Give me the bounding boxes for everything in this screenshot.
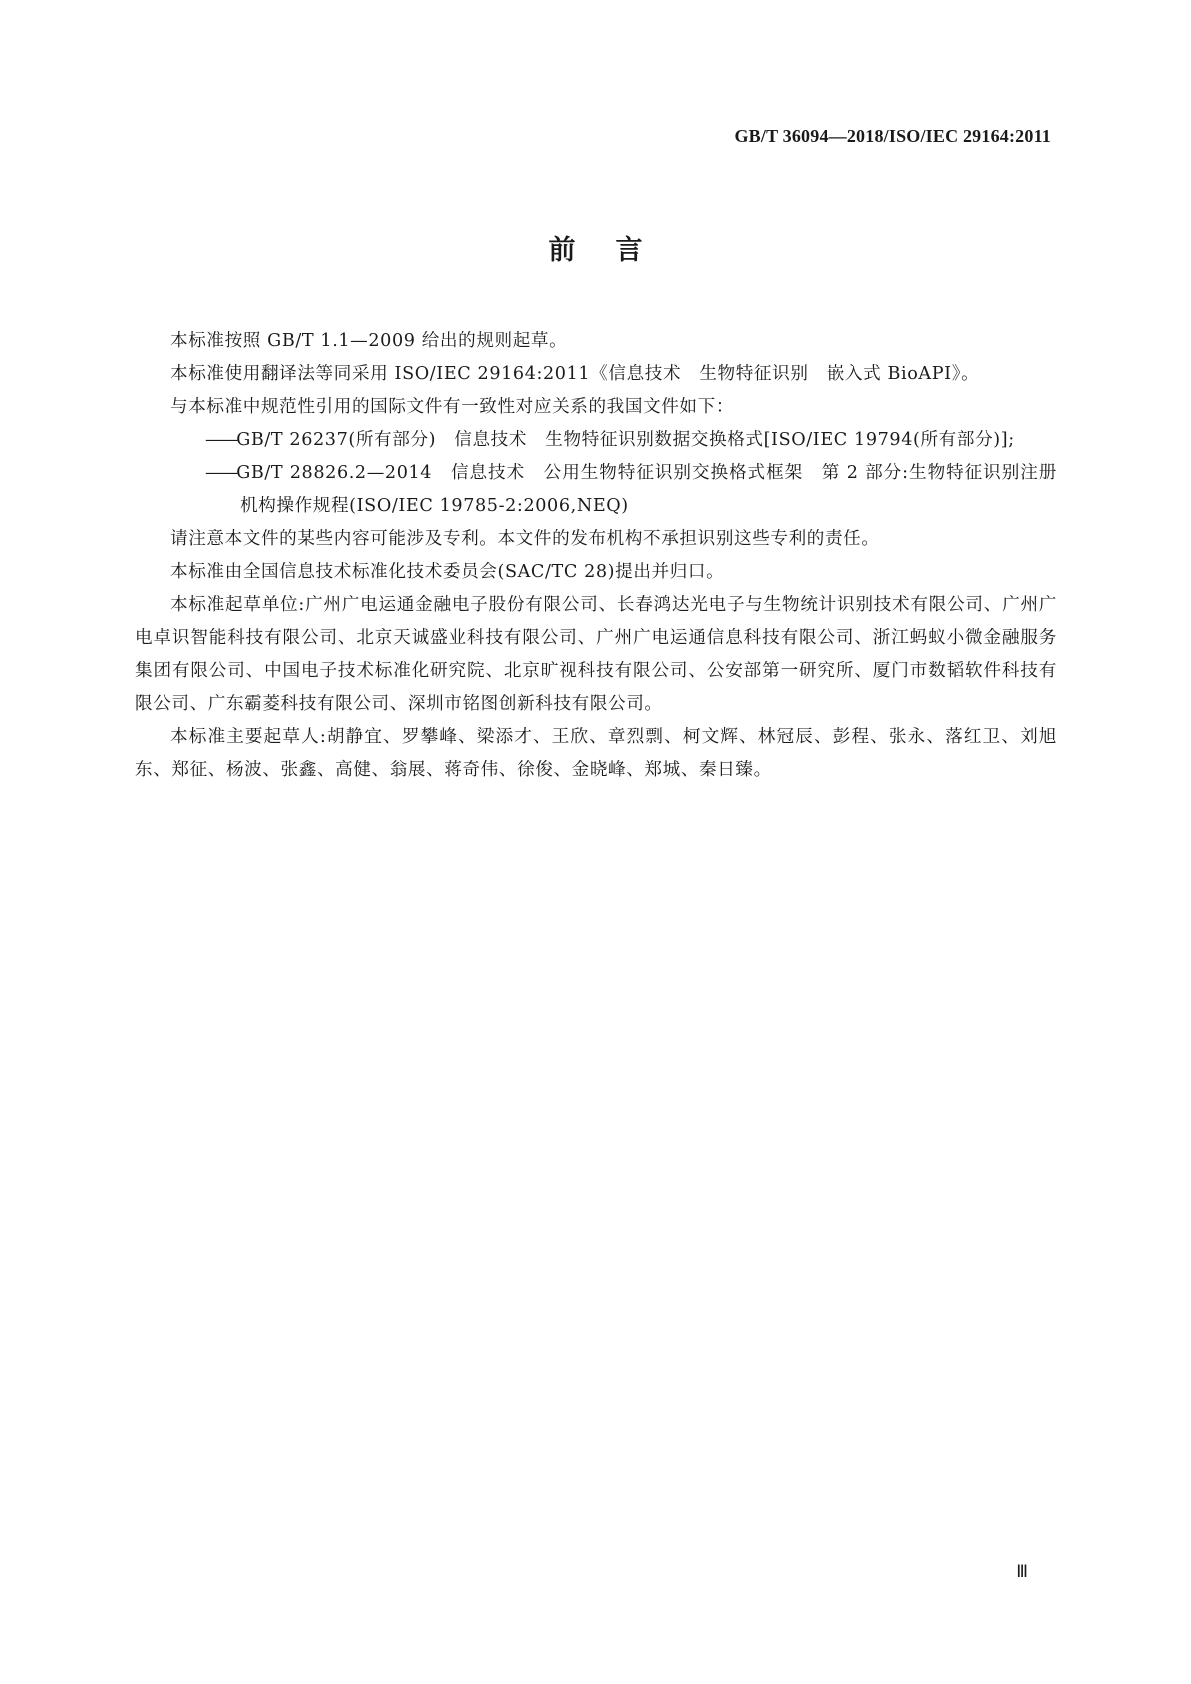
- paragraph-patent-notice: 请注意本文件的某些内容可能涉及专利。本文件的发布机构不承担识别这些专利的责任。: [170, 529, 880, 549]
- reference-item: [170, 457, 1057, 523]
- paragraph-references-intro: 与本标准中规范性引用的国际文件有一致性对应关系的我国文件如下：: [170, 397, 735, 417]
- paragraph-drafting-rules: 本标准按照 GB/T 1.1—2009 给出的规则起草。: [170, 331, 568, 351]
- page-title: 前言: [548, 235, 683, 266]
- reference-dash: ——: [205, 463, 237, 483]
- reference-item: [170, 424, 1057, 457]
- reference-text: GB/T 26237(所有部分) 信息技术 生物特征识别数据交换格式[ISO/IEC 19794(所有部分)];: [236, 430, 1015, 450]
- reference-text: GB/T 28826.2—2014 信息技术 公用生物特征识别交换格式框架 第 2 部分:生物特征识别注册机构操作规程(ISO/IEC 19785-2:2006,NEQ): [236, 463, 1057, 516]
- page-number: Ⅲ: [1016, 1562, 1028, 1581]
- paragraph-drafters: 本标准主要起草人:胡静宜、罗攀峰、梁添才、王欣、章烈剽、柯文辉、林冠辰、彭程、张永、落红卫、刘旭东、郑征、杨波、张鑫、高健、翁展、蒋奇伟、徐俊、金晓峰、郑城、秦日臻。: [135, 727, 1057, 780]
- reference-dash: ——: [205, 430, 237, 450]
- paragraph-proposer: 本标准由全国信息技术标准化技术委员会(SAC/TC 28)提出并归口。: [170, 562, 725, 582]
- paragraph-adoption: 本标准使用翻译法等同采用 ISO/IEC 29164:2011《信息技术 生物特征识别 嵌入式 BioAPI》。: [170, 364, 980, 384]
- paragraph-drafting-units: 本标准起草单位:广州广电运通金融电子股份有限公司、长春鸿达光电子与生物统计识别技术有限公司、广州广电卓识智能科技有限公司、北京天诚盛业科技有限公司、广州广电运通信息科技有限公司、浙江蚂蚁小微金融服务集团有限公司、中国电子技术标准化研究院、北京旷视科技有限公司、公安部第一研究所、厦门市数韬软件科技有限公司、广东霸菱科技有限公司、深圳市铭图创新科技有限公司。: [135, 595, 1057, 714]
- document-code: GB/T 36094—2018/ISO/IEC 29164:2011: [734, 126, 1051, 146]
- foreword-body: [135, 325, 1057, 787]
